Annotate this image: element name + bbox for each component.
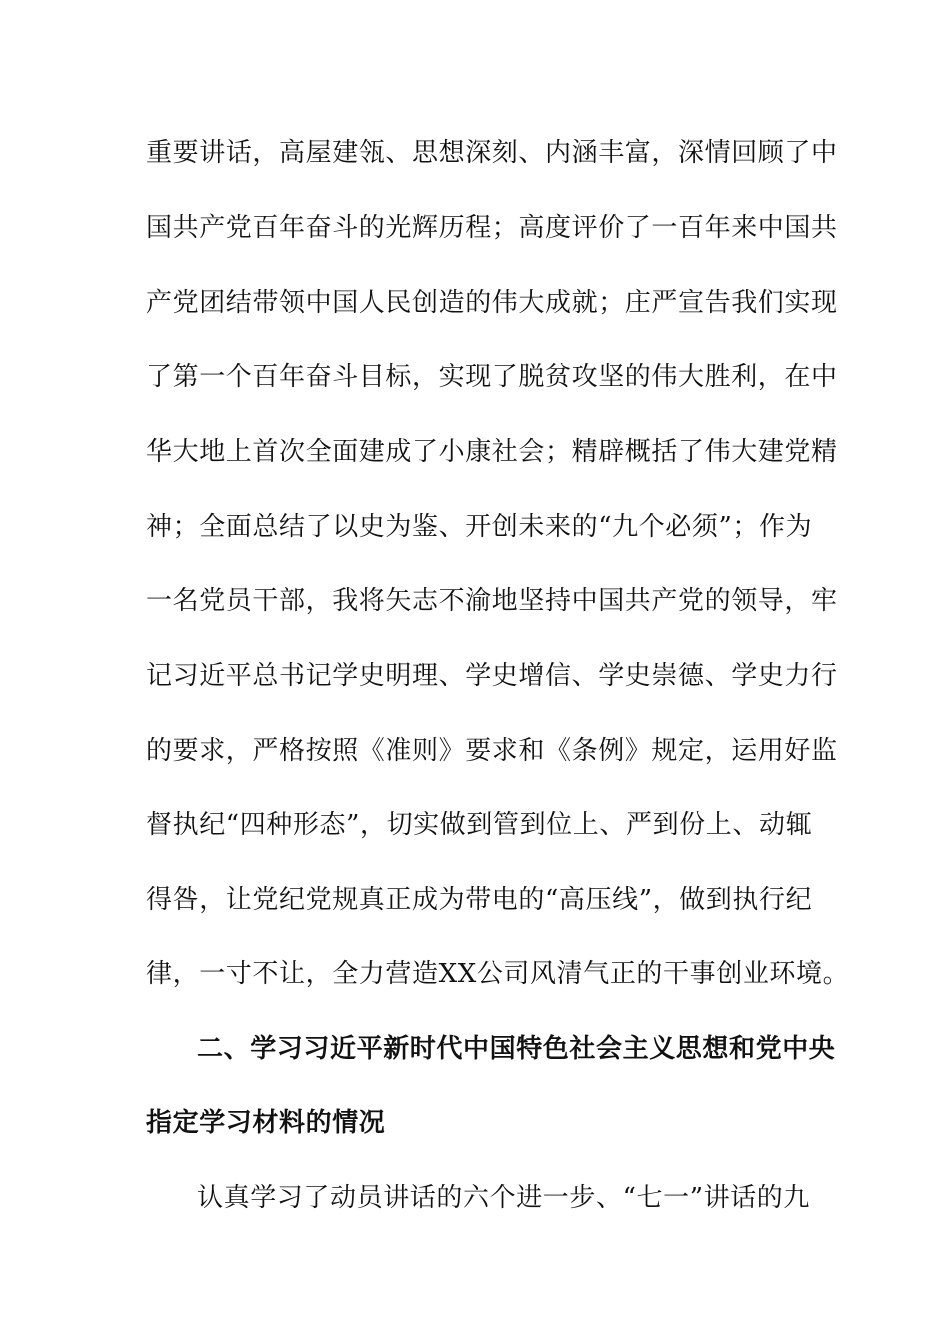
body-text-line: 督执纪“四种形态”，切实做到管到位上、严到份上、动辄	[146, 810, 813, 840]
body-text-line: 一名党员干部，我将矢志不渝地坚持中国共产党的领导，牢	[146, 586, 838, 616]
body-text-line: 神；全面总结了以史为鉴、开创未来的“九个必须”；作为	[146, 512, 813, 542]
body-text-line: 记习近平总书记学史明理、学史增信、学史崇德、学史力行	[146, 661, 838, 691]
body-text-line: 了第一个百年奋斗目标，实现了脱贫攻坚的伟大胜利，在中	[146, 362, 838, 392]
body-text-line: 重要讲话，高屋建瓴、思想深刻、内涵丰富，深情回顾了中	[146, 138, 838, 168]
section-heading: 二、学习习近平新时代中国特色社会主义思想和党中央	[197, 1034, 836, 1064]
body-text-line: 律，一寸不让，全力营造XX公司风清气正的干事创业环境。	[146, 959, 850, 989]
body-text-line: 得咎，让党纪党规真正成为带电的“高压线”，做到执行纪	[146, 885, 813, 915]
body-text-line: 产党团结带领中国人民创造的伟大成就；庄严宣告我们实现	[146, 288, 838, 318]
body-text-line: 华大地上首次全面建成了小康社会；精辟概括了伟大建党精	[146, 437, 838, 467]
body-text-line: 国共产党百年奋斗的光辉历程；高度评价了一百年来中国共	[146, 213, 838, 243]
body-text-line: 的要求，严格按照《准则》要求和《条例》规定，运用好监	[146, 736, 838, 766]
section-heading-continued: 指定学习材料的情况	[146, 1108, 386, 1138]
paragraph-first-line: 认真学习了动员讲话的六个进一步、“七一”讲话的九	[197, 1183, 810, 1213]
